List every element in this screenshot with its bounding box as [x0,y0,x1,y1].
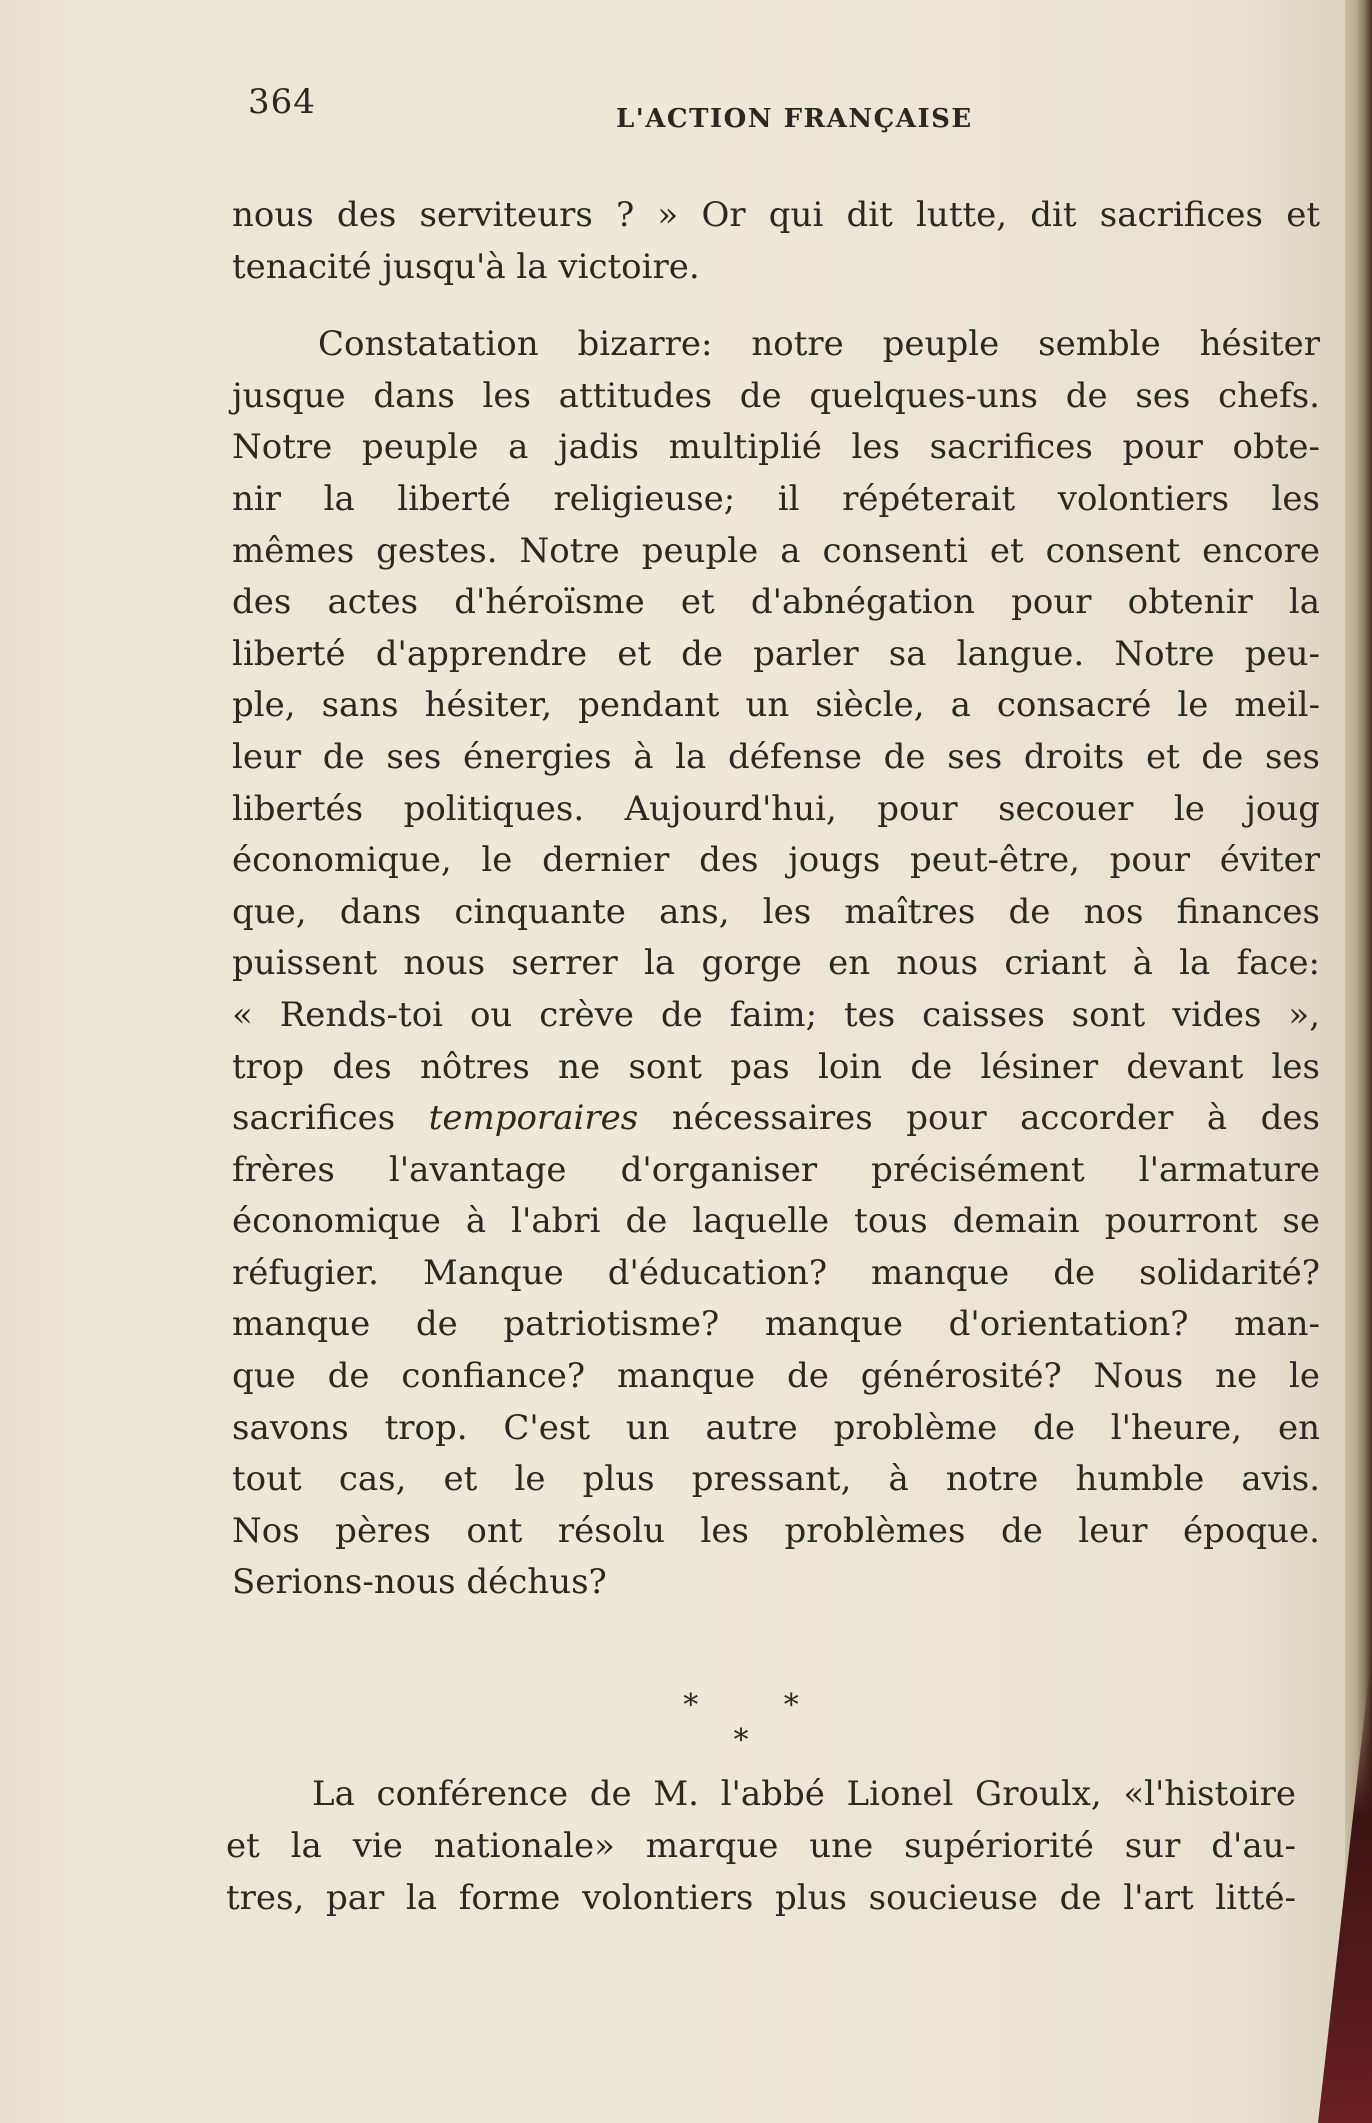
text-line: économique, le dernier des jougs peut-être, pour éviter [232,840,1320,881]
next-paragraph [226,1768,1296,1924]
text-line: Notre peuple a jadis multiplié les sacrifices pour obte- [232,427,1320,468]
text-line: frères l'avantage d'organiser précisément l'armature [232,1149,1320,1190]
text-line: Constatation bizarre: notre peuple semble hésiter [318,324,1320,365]
text-line: et la vie nationale» marque une supériorité sur d'au- [226,1826,1296,1866]
text-line: libertés politiques. Aujourd'hui, pour secouer le joug [232,788,1320,829]
page-number: 364 [248,82,316,122]
text-line-italic [232,1093,1320,1145]
text-line: des actes d'héroïsme et d'abnégation pour obtenir la [232,582,1320,623]
text-line: leur de ses énergies à la défense de ses droits et de ses [232,736,1320,777]
text-line: trop des nôtres ne sont pas loin de lésiner devant les [232,1046,1320,1087]
text-line: tres, par la forme volontiers plus soucieuse de l'art litté- [226,1878,1296,1918]
text-line: nir la liberté religieuse; il répéterait volontiers les [232,478,1320,519]
text-line: « Rends-toi ou crève de faim; tes caisses sont vides », [232,994,1320,1035]
text-fragment: nécessaires pour accorder à des [638,1098,1321,1139]
text-line: nous des serviteurs ? » Or qui dit lutte, dit sacrifices et [232,195,1320,235]
text-line: que, dans cinquante ans, les maîtres de nos finances [232,891,1320,932]
running-head: L'ACTION FRANÇAISE [616,104,973,134]
text-line: mêmes gestes. Notre peuple a consenti et consent encore [232,530,1320,571]
body-text [232,190,1320,1609]
text-line: que de confiance? manque de générosité? Nous ne le [232,1356,1320,1397]
text-line: réfugier. Manque d'éducation? manque de solidarité? [232,1252,1320,1293]
page-header [248,72,1328,132]
text-line: ple, sans hésiter, pendant un siècle, a consacré le meil- [232,685,1320,726]
text-line: Serions-nous déchus? [232,1562,607,1603]
text-line: jusque dans les attitudes de quelques-uns de ses chefs. [232,375,1320,416]
text-line: La conférence de M. l'abbé Lionel Groulx, «l'histoire [312,1774,1296,1814]
italic-word: temporaires [428,1098,639,1139]
text-line: économique à l'abri de laquelle tous demain pourront se [232,1201,1320,1242]
text-line: liberté d'apprendre et de parler sa langue. Notre peu- [232,633,1320,674]
text-line: savons trop. C'est un autre problème de l'heure, en [232,1407,1320,1448]
text-fragment: sacrifices [232,1098,429,1139]
text-line: manque de patriotisme? manque d'orientation? man- [232,1304,1320,1345]
text-line: Nos pères ont résolu les problèmes de leur époque. [232,1510,1320,1551]
section-ornament: * * * [683,1688,837,1758]
text-line: puissent nous serrer la gorge en nous criant à la face: [232,943,1320,984]
text-line: tout cas, et le plus pressant, à notre humble avis. [232,1459,1320,1500]
text-line: tenacité jusqu'à la victoire. [232,246,700,287]
